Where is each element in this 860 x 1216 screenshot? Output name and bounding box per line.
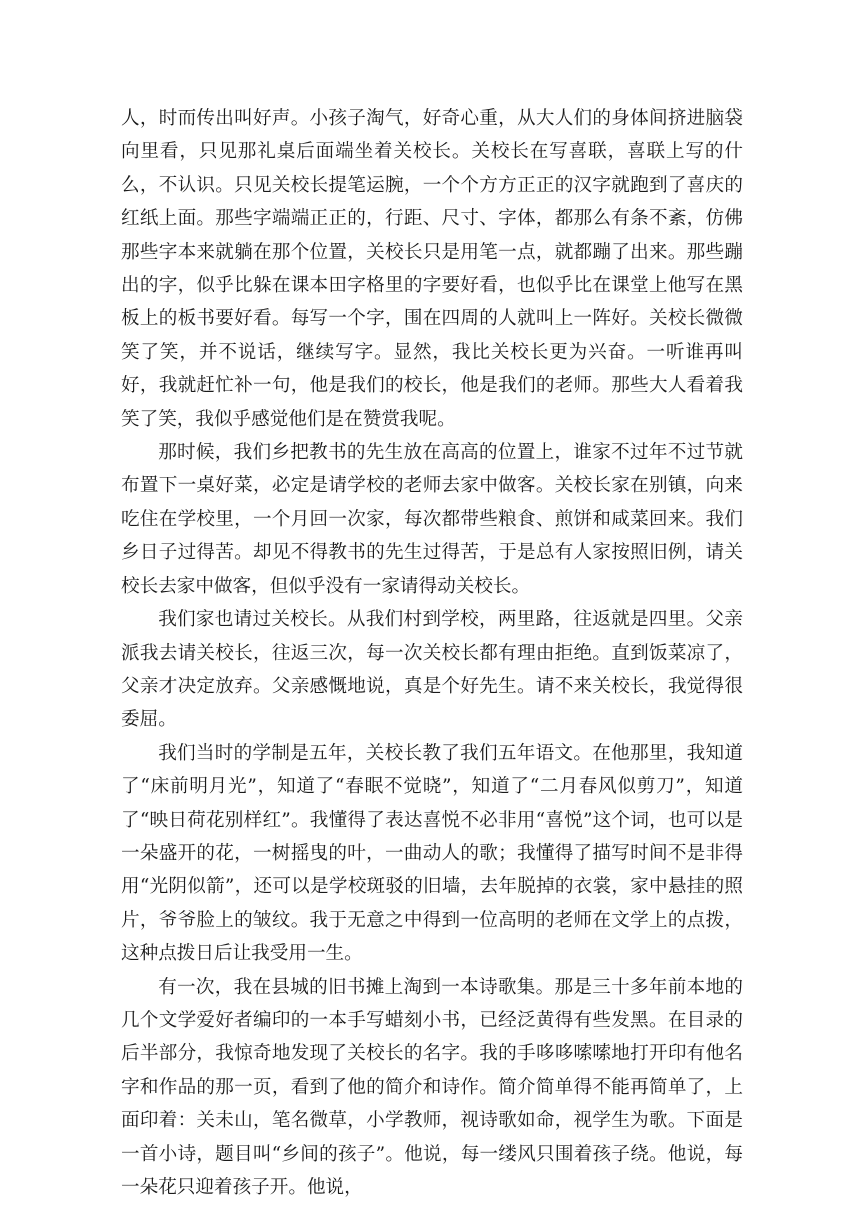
paragraph-5: 有一次，我在县城的旧书摊上淘到一本诗歌集。那是三十多年前本地的几个文学爱好者编印的一本手写蜡刻小书，已经泛黄得有些发黑。在目录的后半部分，我惊奇地发现了关校长的名字。我的手哆哆嗦嗦地打开印有他名字和作品的那一页，看到了他的简介和诗作。简介简单得不能再简单了，上面印着：关未山，笔名微草，小学教师，视诗歌如命，视学生为歌。下面是一首小诗，题目叫“乡间的孩子”。他说，每一缕风只围着孩子绕。他说，每一朵花只迎着孩子开。他说，	[121, 976, 743, 1198]
document-body	[121, 102, 743, 1204]
paragraph-4: 我们当时的学制是五年，关校长教了我们五年语文。在他那里，我知道了“床前明月光”，知道了“春眠不觉晓”，知道了“二月春风似剪刀”，知道了“映日荷花别样红”。我懂得了表达喜悦不必非用“喜悦”这个词，也可以是一朵盛开的花，一树摇曳的叶，一曲动人的歌；我懂得了描写时间不是非得用“光阴似箭”，还可以是学校斑驳的旧墙，去年脱掉的衣裳，家中悬挂的照片，爷爷脸上的皱纹。我于无意之中得到一位高明的老师在文学上的点拨，这种点拨日后让我受用一生。	[121, 742, 743, 965]
paragraph-3: 我们家也请过关校长。从我们村到学校，两里路，往返就是四里。父亲派我去请关校长，往返三次，每一次关校长都有理由拒绝。直到饭菜凉了，父亲才决定放弃。父亲感慨地说，真是个好先生。请不来关校长，我觉得很委屈。	[121, 609, 743, 731]
paragraph-2: 那时候，我们乡把教书的先生放在高高的位置上，谁家不过年不过节就布置下一桌好菜，必定是请学校的老师去家中做客。关校长家在别镇，向来吃住在学校里，一个月回一次家，每次都带些粮食、煎饼和咸菜回来。我们乡日子过得苦。却见不得教书的先生过得苦，于是总有人家按照旧例，请关校长去家中做客，但似乎没有一家请得动关校长。	[121, 442, 743, 597]
paragraph-1: 人，时而传出叫好声。小孩子淘气，好奇心重，从大人们的身体间挤进脑袋向里看，只见那礼桌后面端坐着关校长。关校长在写喜联，喜联上写的什么，不认识。只见关校长提笔运腕，一个个方方正正的汉字就跑到了喜庆的红纸上面。那些字端端正正的，行距、尺寸、字体，都那么有条不紊，仿佛那些字本来就躺在那个位置，关校长只是用笔一点，就都蹦了出来。那些蹦出的字，似乎比躲在课本田字格里的字要好看，也似乎比在课堂上他写在黑板上的板书要好看。每写一个字，围在四周的人就叫上一阵好。关校长微微笑了笑，并不说话，继续写字。显然，我比关校长更为兴奋。一听谁再叫好，我就赶忙补一句，他是我们的校长，他是我们的老师。那些大人看着我笑了笑，我似乎感觉他们是在赞赏我呢。	[121, 108, 743, 430]
